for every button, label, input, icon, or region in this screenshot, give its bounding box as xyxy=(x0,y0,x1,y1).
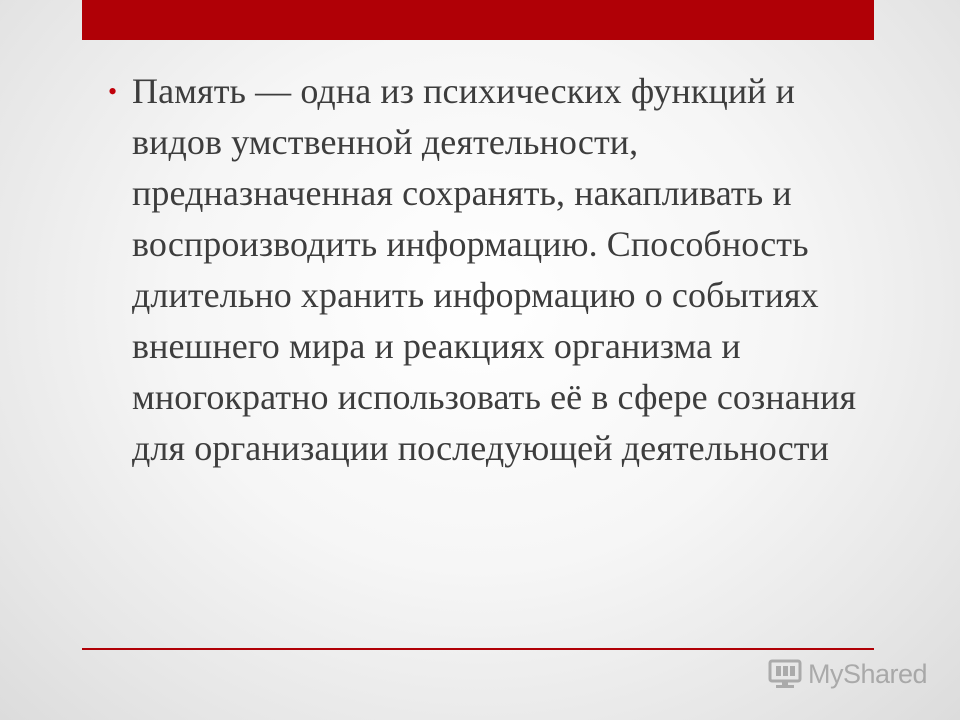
watermark-text: MyShared xyxy=(808,658,928,689)
bullet-item xyxy=(108,66,874,474)
myshared-logo-icon xyxy=(768,659,802,689)
top-accent-bar xyxy=(82,0,874,40)
bottom-divider xyxy=(82,648,874,650)
bullet-marker: • xyxy=(108,77,118,106)
slide-content xyxy=(108,66,874,474)
slide-body-text: Память — одна из психических функций и видов умственной деятельности, предназначенная сохранять, накапливать и воспроизводить информацию. Способность длительно хранить информацию о событиях внешнего мира и реакциях организма и многократно использовать её в сфере сознания для организации последующей деятельности xyxy=(132,71,857,468)
watermark xyxy=(768,656,927,692)
